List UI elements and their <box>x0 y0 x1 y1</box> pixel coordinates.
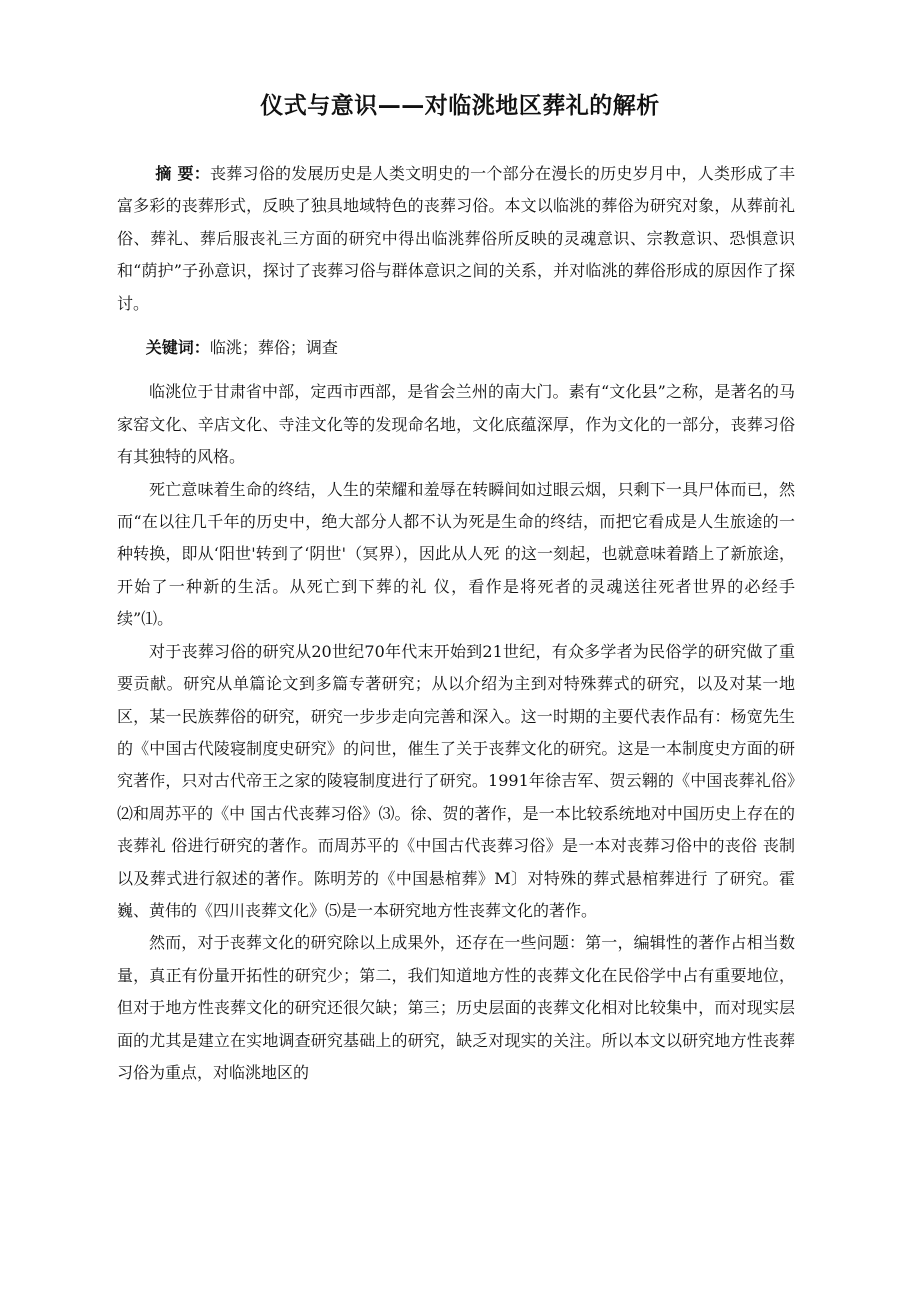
keywords-text: 临洮；葬俗；调查 <box>209 338 338 358</box>
keywords-label: 关键词： <box>145 338 210 358</box>
keywords <box>117 332 795 364</box>
paragraph-4: 然而，对于丧葬文化的研究除以上成果外，还存在一些问题：第一，编辑性的著作占相当数量，真正有份量开拓性的研究少；第二，我们知道地方性的丧葬文化在民俗学中占有重要地位，但对于地方性丧葬文化的研究还很欠缺；第三；历史层面的丧葬文化相对比较集中，而对现实层面的尤其是建立在实地调查研究基础上的研究，缺乏对现实的关注。所以本文以研究地方性丧葬习俗为重点，对临洮地区的 <box>117 933 795 1082</box>
paragraph-3: 对于丧葬习俗的研究从20世纪70年代末开始到21世纪，有众多学者为民俗学的研究做了重要贡献。研究从单篇论文到多篇专著研究；从以介绍为主到对特殊葬式的研究，以及对某一地区，某一民族葬俗的研究，研究一步步走向完善和深入。这一时期的主要代表作品有：杨宽先生的《中国古代陵寝制度史研究》的问世，催生了关于丧葬文化的研究。这是一本制度史方面的研究著作，只对古代帝王之家的陵寝制度进行了研究。1991年徐吉军、贺云翱的《中国丧葬礼俗》⑵和周苏平的《中 国古代丧葬习俗》⑶。徐、贺的著作，是一本比较系统地对中国历史上存在的丧葬礼 俗进行研究的著作。而周苏平的《中国古代丧葬习俗》是一本对丧葬习俗中的丧俗 丧制以及葬式进行叙述的著作。陈明芳的《中国悬棺葬》M〕对特殊的葬式悬棺葬进行 了研究。霍巍、黄伟的《四川丧葬文化》⑸是一本研究地方性丧葬文化的著作。 <box>117 641 795 920</box>
abstract-text: 丧葬习俗的发展历史是人类文明史的一个部分在漫长的历史岁月中，人类形成了丰富多彩的丧葬形式，反映了独具地域特色的丧葬习俗。本文以临洮的葬俗为研究对象，从葬前礼俗、葬礼、葬后服丧礼三方面的研究中得出临洮葬俗所反映的灵魂意识、宗教意识、恐惧意识和“荫护”子孙意识，探讨了丧葬习俗与群体意识之间的关系，并对临洮的葬俗形成的原因作了探讨。 <box>117 164 795 313</box>
document-body <box>117 158 795 1089</box>
abstract <box>117 158 795 320</box>
abstract-label: 摘 要： <box>155 164 210 183</box>
page-title: 仪式与意识——对临洮地区葬礼的解析 <box>260 93 660 119</box>
paragraph-1: 临洮位于甘肃省中部，定西市西部，是省会兰州的南大门。素有“文化县”之称，是著名的马家窑文化、辛店文化、寺洼文化等的发现命名地，文化底蕴深厚，作为文化的一部分，丧葬习俗有其独特的风格。 <box>117 382 795 467</box>
paragraph-2: 死亡意味着生命的终结，人生的荣耀和羞辱在转瞬间如过眼云烟，只剩下一具尸体而已，然而“在以往几千年的历史中，绝大部分人都不认为死是生命的终结，而把它看成是人生旅途的一种转换，即从‘阳世'转到了‘阴世'（冥界），因此从人死 的这一刻起，也就意味着踏上了新旅途，开始了一种新的生活。从死亡到下葬的礼 仪，看作是将死者的灵魂送往死者世界的必经手续”⑴。 <box>117 479 795 629</box>
